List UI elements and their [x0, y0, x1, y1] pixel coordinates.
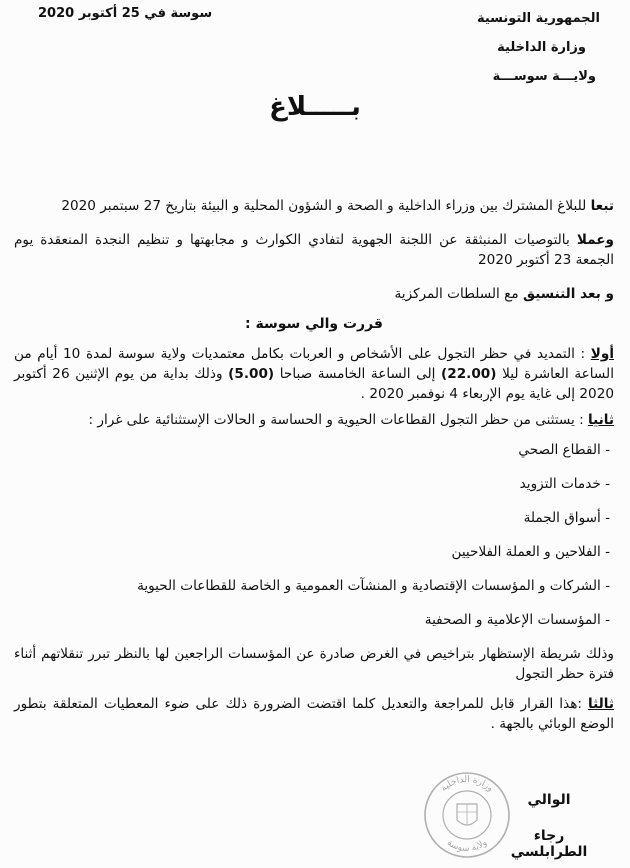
decision-heading: قررت والي سوسة :	[245, 316, 383, 332]
republic-name: الجمهورية التونسية	[476, 11, 600, 26]
document-date: سوسة في 25 أكتوبر 2020	[38, 6, 213, 21]
list-item: - الشركات و المؤسسات الإقتصادية و المنشآت العمومية و الخاصة للقطاعات الحيوية	[14, 576, 614, 596]
stamp-text-top: وزارة الداخلية	[439, 774, 496, 794]
document-body	[14, 196, 614, 734]
emblem-icon	[457, 804, 477, 825]
list-item: - المؤسسات الإعلامية و الصحفية	[14, 610, 614, 630]
exemption-condition: وذلك شريطة الإستظهار بتراخيص في الغرض صادرة عن المؤسسات الراجعين لها بالنظر تبرر تنقلاتهم أثناء فترة حظر التجول	[14, 646, 614, 682]
stamp-text-bottom: ولاية سوسة	[444, 837, 490, 855]
signatory-name: رجاء الطرابلسي	[510, 828, 588, 860]
exemptions-list	[14, 440, 614, 630]
signatory-title: الوالي	[527, 792, 571, 808]
intro-paragraph-2: وعملا بالتوصيات المنبثقة عن اللجنة الجهوية لتفادي الكوارث و مجابهتها و تنظيم النجدة المنعقدة يوم الجمعة 23 أكتوبر 2020	[14, 232, 614, 268]
list-item: - القطاع الصحي	[14, 440, 614, 460]
document-title: بـــــلاغ	[269, 92, 361, 122]
signature-block	[494, 792, 604, 860]
list-item: - أسواق الجملة	[14, 508, 614, 528]
article-second: ثانيا : يستثنى من حظر التجول القطاعات الحيوية و الحساسة و الحالات الإستثنائية على غرار :	[88, 412, 614, 428]
intro-paragraph-1: تبعا للبلاغ المشترك بين وزراء الداخلية و الصحة و الشؤون المحلية و البيئة بتاريخ 27 سبتمبر 2020	[61, 198, 614, 214]
list-item: - الفلاحين و العملة الفلاحيين	[14, 542, 614, 562]
ministry-name: وزارة الداخلية	[497, 40, 586, 55]
article-third: ثالثا :هذا القرار قابل للمراجعة والتعديل كلما اقتضت الضرورة ذلك على ضوء المعطيات المتعلقة بتطور الوضع الوبائي بالجهة .	[14, 696, 614, 732]
list-item: - خدمات التزويد	[14, 474, 614, 494]
governorate-name: ولايـــة سوســـة	[492, 69, 596, 84]
intro-paragraph-3: و بعد التنسيق مع السلطات المركزية	[394, 286, 614, 302]
letterhead	[460, 10, 600, 85]
article-first: أولا : التمديد في حظر التجول على الأشخاص و العربات بكامل معتمديات ولاية سوسة لمدة 10 أيام من الساعة العاشرة ليلا (22.00) إلى الساعة الخامسة صباحا (5.00) وذلك بداية من يوم الإثنين 26 أكتوبر 2020 إلى غاية يوم الإربعاء 4 نوفمبر 2020 .	[14, 346, 614, 402]
